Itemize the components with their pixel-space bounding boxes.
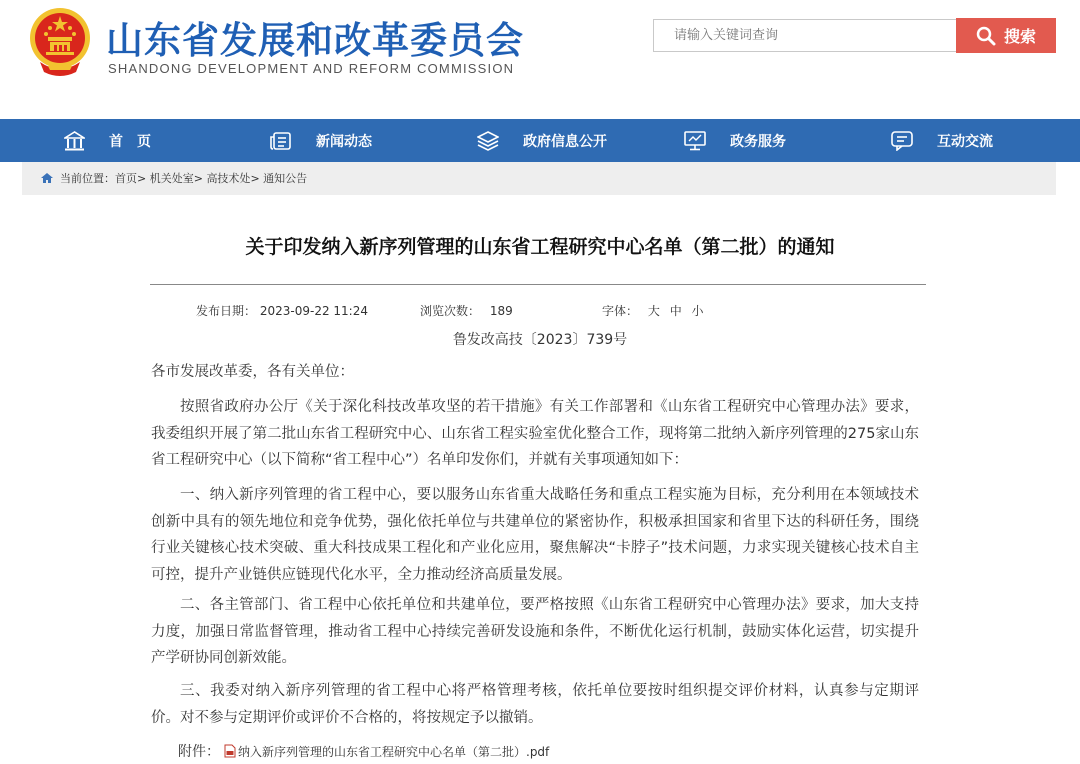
home-icon bbox=[64, 131, 85, 151]
publish-value: 2023-09-22 11:24 bbox=[259, 304, 368, 318]
search-button-label: 搜索 bbox=[1003, 27, 1036, 46]
attachment bbox=[178, 741, 549, 761]
salutation: 各市发展改革委，各有关单位： bbox=[151, 364, 354, 380]
news-icon bbox=[270, 131, 292, 151]
font-size-small[interactable]: 小 bbox=[691, 304, 704, 318]
search-input[interactable]: 请输入关键词查询 bbox=[653, 19, 957, 52]
breadcrumb bbox=[22, 162, 1056, 195]
main-nav bbox=[0, 119, 1080, 162]
font-size-control bbox=[602, 302, 704, 319]
font-label: 字体： bbox=[602, 304, 639, 318]
nav-label: 政府信息公开 bbox=[523, 133, 607, 150]
font-size-large[interactable]: 大 bbox=[647, 304, 660, 318]
breadcrumb-item-departments[interactable]: 机关处室 bbox=[149, 172, 194, 185]
document-number: 鲁发改高技〔2023〕739号 bbox=[452, 332, 628, 348]
nav-label: 新闻动态 bbox=[316, 133, 372, 150]
publish-label: 发布日期： bbox=[196, 304, 257, 318]
site-subtitle: SHANDONG DEVELOPMENT AND REFORM COMMISSION bbox=[108, 61, 515, 76]
breadcrumb-prefix: 当前位置： bbox=[60, 172, 115, 185]
breadcrumb-item-hightech[interactable]: 高技术处 bbox=[206, 172, 251, 185]
paragraph: 三、我委对纳入新序列管理的省工程中心将严格管理考核，依托单位要按时组织提交评价材料，认真参与定期评价。对不参与定期评价或评价不合格的，将按规定予以撤销。 bbox=[151, 683, 919, 726]
font-size-medium[interactable]: 中 bbox=[669, 304, 682, 318]
chat-icon bbox=[891, 131, 913, 151]
breadcrumb-separator: > bbox=[193, 172, 203, 185]
monitor-icon bbox=[684, 131, 706, 151]
paragraph: 按照省政府办公厅《关于深化科技改革攻坚的若干措施》有关工作部署和《山东省工程研究中心管理办法》要求，我委组织开展了第二批山东省工程研究中心、山东省工程实验室优化整合工作，现将第二批纳入新序列管理的275家山东省工程研究中心（以下简称“省工程中心”）名单印发你们，并就有关事项通知如下： bbox=[151, 399, 919, 468]
views-label: 浏览次数： bbox=[420, 304, 481, 318]
site-header bbox=[0, 0, 1080, 118]
article-body bbox=[151, 359, 919, 386]
divider bbox=[150, 284, 926, 285]
publish-date bbox=[196, 302, 368, 319]
attachment-link[interactable]: 纳入新序列管理的山东省工程研究中心名单（第二批）.pdf bbox=[238, 744, 550, 759]
nav-item-services[interactable] bbox=[684, 119, 786, 162]
nav-label: 互动交流 bbox=[937, 133, 993, 150]
breadcrumb-separator: > bbox=[250, 172, 260, 185]
nav-item-news[interactable] bbox=[270, 119, 372, 162]
paragraph: 一、纳入新序列管理的省工程中心，要以服务山东省重大战略任务和重点工程实施为目标，充分利用在本领域技术创新中具有的领先地位和竞争优势，强化依托单位与共建单位的紧密协作，积极承担国家和省里下达的科研任务，围绕行业关键核心技术突破、重大科技成果工程化和产业化应用，聚焦解决“卡脖子”技术问题，力求实现关键核心技术自主可控，提升产业链供应链现代化水平，全力推动经济高质量发展。 bbox=[151, 487, 919, 583]
nav-item-home[interactable] bbox=[64, 119, 151, 162]
view-count bbox=[420, 302, 513, 319]
nav-label: 政务服务 bbox=[730, 133, 786, 150]
attachment-label: 附件： bbox=[178, 744, 220, 760]
nav-item-interaction[interactable] bbox=[891, 119, 993, 162]
nav-item-gov-info[interactable] bbox=[477, 119, 607, 162]
site-title: 山东省发展和改革委员会 bbox=[106, 19, 524, 62]
pdf-icon bbox=[224, 744, 236, 758]
search-icon bbox=[976, 26, 996, 46]
article-title: 关于印发纳入新序列管理的山东省工程研究中心名单（第二批）的通知 bbox=[245, 236, 835, 258]
paragraph: 二、各主管部门、省工程中心依托单位和共建单位，要严格按照《山东省工程研究中心管理办法》要求，加大支持力度，加强日常监督管理，推动省工程中心持续完善研发设施和条件，不断优化运行机制，鼓励实体化运营，切实提升产学研协同创新效能。 bbox=[151, 597, 919, 666]
layers-icon bbox=[477, 131, 499, 151]
nav-label: 首 页 bbox=[109, 133, 151, 150]
search-button[interactable] bbox=[956, 18, 1056, 53]
national-emblem-icon bbox=[26, 6, 94, 78]
breadcrumb-separator: > bbox=[137, 172, 147, 185]
breadcrumb-item-home[interactable]: 首页 bbox=[115, 172, 137, 185]
views-value: 189 bbox=[489, 304, 513, 318]
home-icon bbox=[41, 173, 53, 183]
breadcrumb-item-notices[interactable]: 通知公告 bbox=[263, 172, 308, 185]
